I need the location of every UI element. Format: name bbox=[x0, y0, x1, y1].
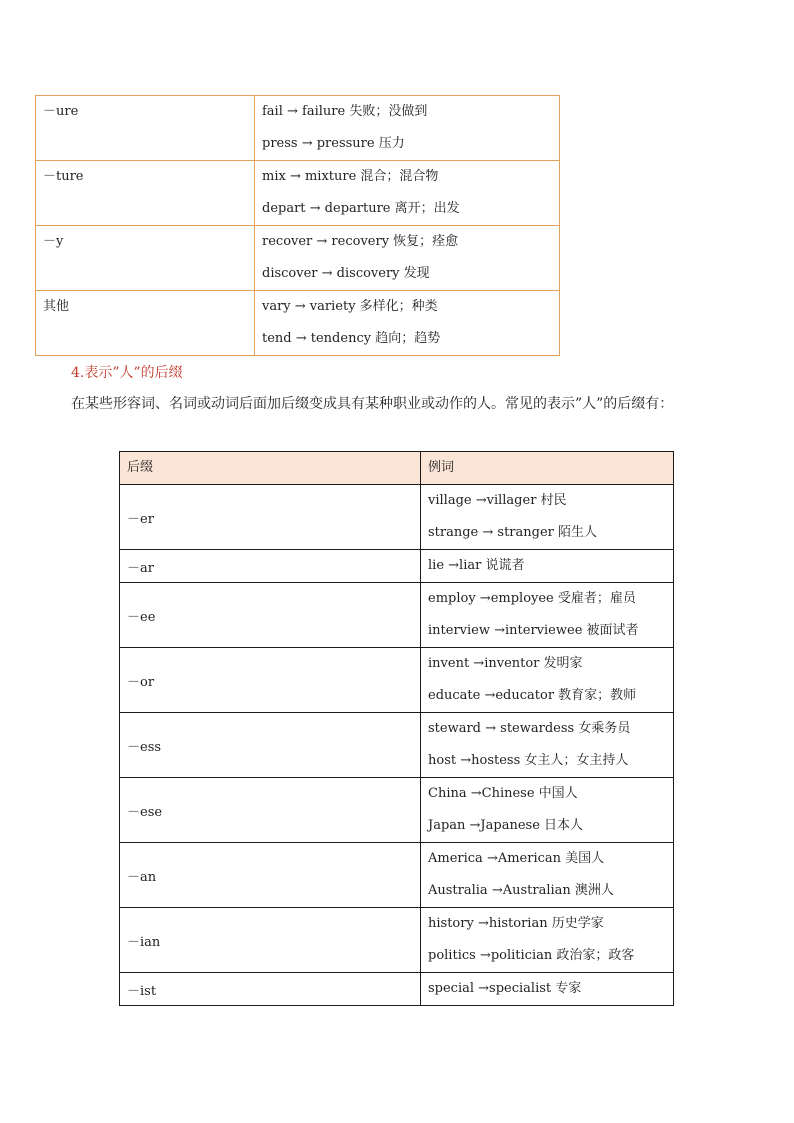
examples-cell bbox=[421, 908, 674, 973]
examples-cell bbox=[421, 648, 674, 713]
example-word: tend → tendency 趋向；趋势 bbox=[262, 331, 441, 346]
suffix-label: 其他 bbox=[43, 299, 70, 314]
examples-cell bbox=[421, 713, 674, 778]
suffix-label: －y bbox=[43, 234, 64, 249]
suffix-label: －ure bbox=[43, 104, 79, 119]
suffix-cell bbox=[36, 226, 255, 291]
header-suffix: 后缀 bbox=[120, 452, 421, 485]
example-word: Australia →Australian 澳洲人 bbox=[428, 883, 614, 898]
example-word: recover → recovery 恢复；痊愈 bbox=[262, 234, 459, 249]
examples-cell bbox=[255, 291, 560, 356]
example-word: strange → stranger 陌生人 bbox=[428, 525, 598, 540]
suffix-cell bbox=[36, 161, 255, 226]
table-row bbox=[120, 485, 674, 550]
example-word: Japan →Japanese 日本人 bbox=[428, 818, 584, 833]
suffix-cell: －ar bbox=[120, 550, 421, 583]
example-word: discover → discovery 发现 bbox=[262, 266, 430, 281]
table-row bbox=[120, 843, 674, 908]
example-word: politics →politician 政治家；政客 bbox=[428, 948, 635, 963]
table-row bbox=[120, 908, 674, 973]
table-row bbox=[36, 226, 560, 291]
examples-cell bbox=[255, 161, 560, 226]
example-word: special →specialist 专家 bbox=[428, 981, 582, 996]
examples-cell bbox=[255, 226, 560, 291]
example-word: invent →inventor 发明家 bbox=[428, 656, 583, 671]
table-header-row bbox=[120, 452, 674, 485]
suffix-cell: －or bbox=[120, 648, 421, 713]
table-row bbox=[120, 778, 674, 843]
examples-cell bbox=[421, 550, 674, 583]
examples-cell bbox=[421, 843, 674, 908]
example-word: educate →educator 教育家；教师 bbox=[428, 688, 637, 703]
examples-cell bbox=[421, 973, 674, 1006]
example-word: vary → variety 多样化；种类 bbox=[262, 299, 438, 314]
examples-cell bbox=[421, 778, 674, 843]
suffix-cell bbox=[36, 96, 255, 161]
table-row bbox=[36, 291, 560, 356]
table-row bbox=[120, 550, 674, 583]
suffix-cell: －er bbox=[120, 485, 421, 550]
suffix-cell: －ist bbox=[120, 973, 421, 1006]
section-heading: 4.表示”人”的后缀 bbox=[71, 365, 183, 381]
table-row bbox=[120, 648, 674, 713]
example-word: lie →liar 说谎者 bbox=[428, 558, 525, 573]
table-row bbox=[120, 973, 674, 1006]
examples-cell bbox=[421, 485, 674, 550]
table-row bbox=[36, 96, 560, 161]
suffix-label: －ture bbox=[43, 169, 84, 184]
example-word: village →villager 村民 bbox=[428, 493, 567, 508]
example-word: employ →employee 受雇者；雇员 bbox=[428, 591, 636, 606]
example-word: steward → stewardess 女乘务员 bbox=[428, 721, 631, 736]
suffix-cell: －ese bbox=[120, 778, 421, 843]
suffix-cell bbox=[36, 291, 255, 356]
example-word: history →historian 历史学家 bbox=[428, 916, 604, 931]
example-word: fail → failure 失败；没做到 bbox=[262, 104, 428, 119]
suffix-cell: －ian bbox=[120, 908, 421, 973]
table-row bbox=[120, 583, 674, 648]
example-word: China →Chinese 中国人 bbox=[428, 786, 578, 801]
header-examples: 例词 bbox=[421, 452, 674, 485]
example-word: interview →interviewee 被面试者 bbox=[428, 623, 639, 638]
suffix-cell: －an bbox=[120, 843, 421, 908]
examples-cell bbox=[255, 96, 560, 161]
example-word: press → pressure 压力 bbox=[262, 136, 405, 151]
example-word: mix → mixture 混合；混合物 bbox=[262, 169, 439, 184]
suffix-cell: －ess bbox=[120, 713, 421, 778]
example-word: America →American 美国人 bbox=[428, 851, 605, 866]
table-row bbox=[120, 713, 674, 778]
example-word: host →hostess 女主人；女主持人 bbox=[428, 753, 629, 768]
examples-cell bbox=[421, 583, 674, 648]
section-intro: 在某些形容词、名词或动词后面加后缀变成具有某种职业或动作的人。常见的表示”人”的后缀有： bbox=[71, 396, 674, 412]
suffix-table-1 bbox=[35, 95, 560, 356]
suffix-cell: －ee bbox=[120, 583, 421, 648]
table-row bbox=[36, 161, 560, 226]
example-word: depart → departure 离开；出发 bbox=[262, 201, 460, 216]
person-suffix-table bbox=[119, 451, 674, 1006]
